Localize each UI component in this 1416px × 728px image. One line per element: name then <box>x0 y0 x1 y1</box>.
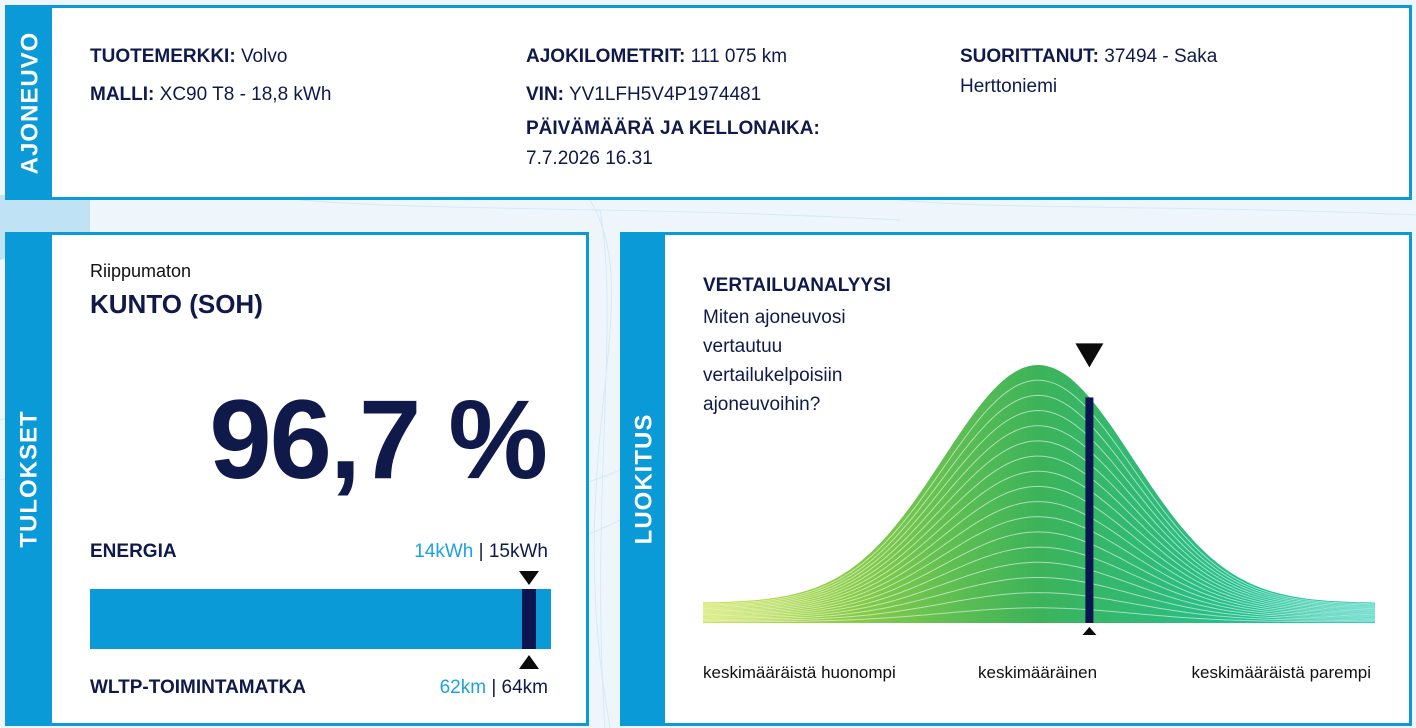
vin-value: YV1LFH5V4P1974481 <box>568 84 762 105</box>
label-average: keskimääräinen <box>978 663 1098 682</box>
soh-value: 96,7 % <box>209 377 546 502</box>
vin-row <box>526 76 820 114</box>
range-nominal: 64km <box>501 677 548 698</box>
range-label: WLTP-TOIMINTAMATKA <box>90 677 306 698</box>
performer-value: 37494 - Saka Herttoniemi <box>960 46 1218 97</box>
datetime-label: PÄIVÄMÄÄRÄ JA KELLONAIKA: <box>526 118 820 139</box>
brand-value: Volvo <box>240 46 288 67</box>
results-title: KUNTO (SOH) <box>90 289 263 319</box>
label-worse: keskimääräistä huonompi <box>703 663 896 682</box>
brand-row <box>90 38 331 76</box>
bar-marker-bottom-triangle-icon <box>519 655 539 669</box>
soh-bar-marker <box>522 589 536 649</box>
range-separator: | <box>491 677 497 698</box>
vehicle-position-marker <box>1085 397 1093 623</box>
range-values <box>440 677 548 699</box>
energy-label: ENERGIA <box>90 541 177 562</box>
vehicle-col-2 <box>526 38 820 174</box>
results-tab-label: TULOKSET <box>16 410 44 548</box>
vehicle-tab <box>8 8 52 197</box>
mileage-value: 111 075 km <box>690 46 788 67</box>
datetime-value: 7.7.2026 16.31 <box>526 148 653 169</box>
soh-bar <box>90 589 551 649</box>
mileage-row <box>526 38 820 76</box>
marker-bottom-triangle-icon <box>1075 627 1103 635</box>
vehicle-panel <box>5 5 1412 200</box>
marker-top-triangle-icon <box>1075 343 1103 367</box>
energy-current: 14kWh <box>414 541 474 562</box>
label-better: keskimääräistä parempi <box>1191 663 1371 682</box>
ranking-title: VERTAILUANALYYSI <box>703 275 891 296</box>
vehicle-tab-label: AJONEUVO <box>16 31 44 174</box>
energy-separator: | <box>478 541 484 562</box>
distribution-curve-fill <box>703 365 1375 623</box>
ranking-description: Miten ajoneuvosi vertautuu vertailukelpoisiin ajoneuvoihin? <box>703 307 846 415</box>
results-subtitle: Riippumaton <box>90 261 192 281</box>
performer-label: SUORITTANUT: <box>960 46 1099 67</box>
vehicle-col-1 <box>90 38 331 114</box>
results-tab <box>8 235 52 723</box>
datetime-row <box>526 114 820 174</box>
ranking-tab <box>623 235 665 723</box>
results-panel <box>5 232 589 726</box>
bar-marker-top-triangle-icon <box>519 571 539 585</box>
model-value: XC90 T8 - 18,8 kWh <box>159 84 332 105</box>
energy-nominal: 15kWh <box>488 541 548 562</box>
vehicle-col-3 <box>960 42 1290 102</box>
energy-values <box>414 541 548 563</box>
model-row <box>90 76 331 114</box>
range-current: 62km <box>439 677 487 698</box>
model-label: MALLI: <box>90 84 155 105</box>
mileage-label: AJOKILOMETRIT: <box>526 46 686 67</box>
ranking-tab-label: LUOKITUS <box>630 413 658 545</box>
distribution-curve <box>703 335 1375 635</box>
vin-label: VIN: <box>526 84 564 105</box>
brand-label: TUOTEMERKKI: <box>90 46 236 67</box>
performer-row <box>960 42 1290 102</box>
ranking-panel <box>620 232 1412 726</box>
